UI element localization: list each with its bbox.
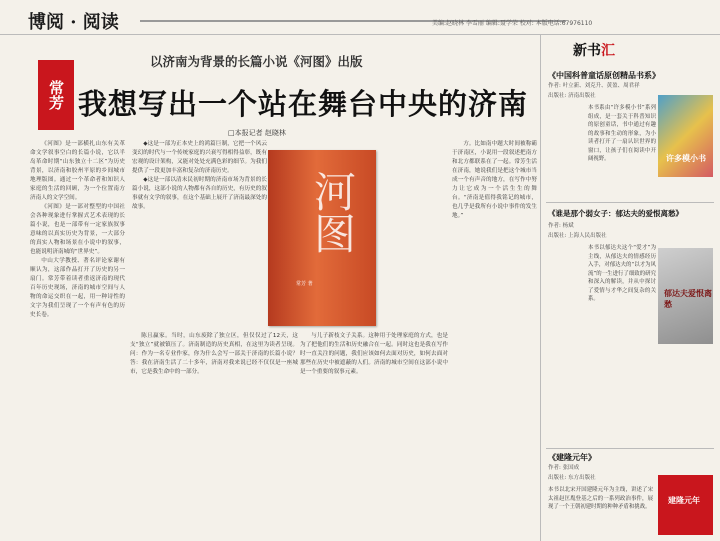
- sidebar-divider: [546, 448, 714, 449]
- article-headline: 我想写出一个站在舞台中央的济南: [78, 87, 529, 121]
- book-item-author: 作者: 叶立新、刘克升、黄盈、周君祥: [548, 83, 640, 89]
- page-header: [0, 0, 720, 38]
- section-title: 博阅 · 阅读: [28, 12, 119, 33]
- book-item-author: 作者: 杨斌: [548, 223, 574, 229]
- book-cover-image: [268, 150, 376, 326]
- paragraph: 陈且赢家。当时，山东废除了独立区，但仅仅过了12天，这支“独立”就被镇压了。济南制造的历史真相，在这里为读者呈现。问：作为一名专业作家，你为什么会写一部关于济南的长篇小说？答：我在济南生活了二十多年，济南对我来说已经不仅仅是一座城市，它是我生命中的一部分。: [130, 333, 298, 375]
- article-column-5: [452, 140, 537, 525]
- sidebar-divider: [546, 202, 714, 203]
- article-column-4: [300, 332, 448, 527]
- book-item-description: 本书以郁达夫这个“爱才”为主线，从郁达夫的情感经历入手，对郁达夫的“以才为风流”的一生进行了细致的研究和深入的解读，并从中探讨了爱情与才华之间复杂的关系。: [588, 245, 656, 302]
- paragraph: 《河图》是一部对整型的中国社会各种现象进行掌握式艺术表现的长篇小说，也是一部带有一定家族叙事意味的以真实历史为背景，一大部分的真实人物和场景在小说中的叙事，也能说明济南城的“世界史”。: [30, 204, 125, 255]
- book-item-description: 本书系由“许多模小书”系列组成，是一套关于科普知识的原创童话，书中通过有趣的故事和生动的形象，为小读者打开了一扇认识世界的窗口，让孩子们在阅读中开阔视野。: [588, 105, 656, 162]
- editor-credits: 美编:赵晓林 李雪丽 编辑:聂学荣 校对: 本版电话:67976110: [432, 20, 593, 27]
- paragraph: 与儿子新枝文子关系。这种用于处理家庭的方式，也是为了把他们的生活和历史融合在一起。同时这也是我在写作时一直关注的问题，我们应该如何去面对历史，如何去面对那些在历史中被遮蔽的人们。济南的城市空间在这部小说中是一个重要的叙事元素。: [300, 333, 448, 375]
- paragraph: ◆这是一部以清末民初时期的济南市场为背景的长篇小说，这部小说的人物都有各自的历史，有历史的叙事就有文学的叙事，在这个基础上展开了济南最深处的故事。: [132, 177, 267, 210]
- book-item-publisher: 出版社: 东方出版社: [548, 475, 596, 481]
- article-column-3: [130, 332, 298, 527]
- paragraph: 《河图》是一部横扎山东有关革命文学叙事空白的长篇小说，它以半岛革命时期“山东独立十二区”为历史背景，以济南和胶州平原的乡间城市地理版图。通过一个革命者和知识人家庭的生活的回顾，为一个位置南方济南人的文学空间。: [30, 141, 125, 201]
- book-cover-title: 河图: [308, 170, 357, 254]
- paragraph: 方。比如南中题大时间被称霸于济南区，小说用一段叙述把南方和北方都联系在了一起。常芳生活在济南，她说我们是把这个城市当成一个有声音的地方，在写作中努力让它成为一个活生生的舞台。“济南是值得我铭记的城市，也几乎是我所有小说中事件的发生地。”: [452, 141, 537, 219]
- book-cover-thumbnail: 建隆元年: [658, 475, 713, 535]
- sidebar-title: 新书汇: [573, 43, 615, 59]
- book-item-publisher: 出版社: 济南出版社: [548, 93, 596, 99]
- article-byline: □本报记者 赵晓林: [228, 129, 286, 137]
- author-stamp: 常芳: [38, 60, 74, 130]
- paragraph: ◆这是一部为正本史上的鸿篇巨制，它把一个风云变幻的时代与一个传统家庭的兴衰写得相得益彰，既有宏观的设计架构，又能对处处充满色彩的细节。为我们提供了一段更加丰富和复杂的济南历史。: [132, 141, 267, 174]
- book-cover-thumbnail: 许多模小书: [658, 95, 713, 177]
- article-column-2: [132, 140, 267, 330]
- book-item-title: 《建隆元年》: [548, 453, 596, 462]
- article-subtitle: 以济南为背景的长篇小说《河图》出版: [150, 54, 363, 69]
- book-cover-author: 常芳 著: [296, 281, 313, 287]
- book-item-title: 《中国科普童话原创精品书系》: [548, 71, 660, 80]
- paragraph: 中山大学教授、著名评论家谢有顺认为，这部作品打开了历史的另一扇门。常芳带着读者重返济南的现代百年历史现场，济南的城市空间与人物的命运交织在一起，用一种诗性的文字为我们呈现了一个有声有色的历史长卷。: [30, 258, 125, 318]
- book-item-author: 作者: 张国成: [548, 465, 580, 471]
- article-column-1: [30, 140, 125, 525]
- book-item-title: 《谁是那个弱女子：郁达夫的爱恨离愁》: [548, 209, 683, 218]
- sidebar-title-accent: 汇: [601, 43, 615, 59]
- book-item-description: 本书以北宋开国建隆元年为主线，讲述了宋太祖赵匡胤登基之后的一系列政治事件，展现了一个王朝初建时期的种种矛盾和挑战。: [548, 487, 653, 510]
- book-item-publisher: 出版社: 上海人民出版社: [548, 233, 607, 239]
- book-cover-thumbnail: 郁达夫爱恨离愁: [658, 248, 713, 344]
